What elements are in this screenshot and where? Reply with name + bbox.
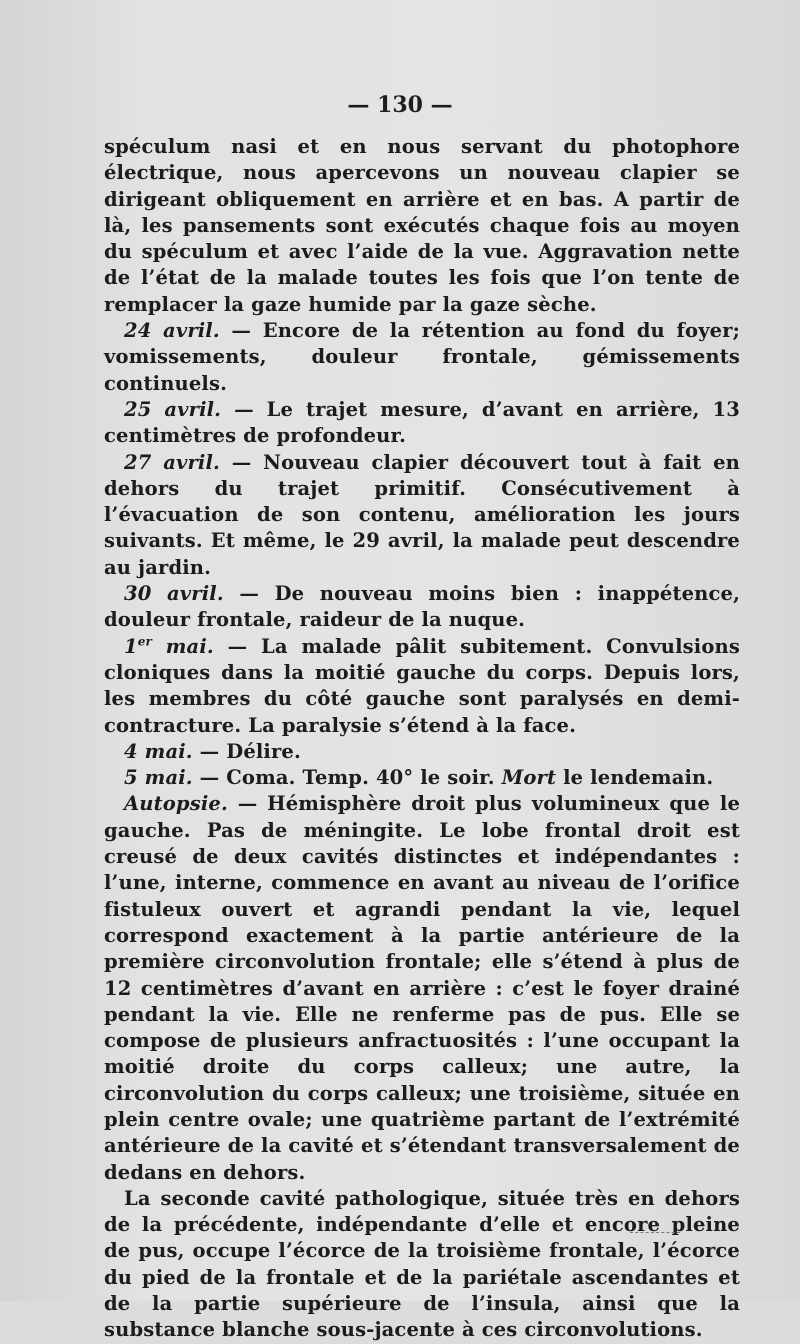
entry-date-month: mai. [151,634,214,658]
entry-text: — De nouveau moins bien : inappétence, douleur frontale, raideur de la nuque. [104,582,741,632]
entry-text: — Coma. Temp. 40° le soir. [192,766,502,790]
body-text [104,134,740,1344]
entry-date: 5 mai. [124,766,193,790]
autopsy-label: Autopsie. [124,792,228,816]
entry-date: 30 avril. [124,582,224,606]
autopsy-paragraph [104,791,740,1185]
entry-text: — Encore de la rétention au fond du foyer; vomissements, douleur frontale, gémissements continuels. [104,319,740,395]
entry-date: 4 mai. [124,739,193,763]
entry-date [124,635,214,658]
entry-24-avril [104,318,740,397]
page-bottom-mark [630,1232,680,1234]
intro-paragraph: spéculum nasi et en nous servant du photophore électrique, nous apercevons un nouveau clapier se dirigeant obliquement en arrière et en bas. A partir de là, les pansements sont exécutés chaque fois au moyen du spéculum et avec l’aide de la vue. Aggravation nette de l’état de la malade toutes les fois que l’on tente de remplacer la gaze humide par la gaze sèche. [104,135,740,316]
entry-27-avril [104,450,740,581]
entry-emphasis: Mort [501,766,557,790]
entry-text: — Délire. [192,739,301,763]
entry-4-mai [104,739,740,765]
entry-text: — La malade pâlit subitement. Convulsions cloniques dans la moitié gauche du corps. Depuis lors, les membres du côté gauche sont paralysés en demi-contracture. La paralysie s’étend à la face. [104,634,740,737]
entry-text-end: le lendemain. [556,766,714,790]
autopsy-text: — Hémisphère droit plus volumineux que le gauche. Pas de méningite. Le lobe frontal droit est creusé de deux cavités distinctes et indépendantes : l’une, interne, commence en avant au niveau de l’orifice fistuleux ouvert et agrandi pendant la vie, lequel correspond exactement à la partie antérieure de la première circonvolution frontale; elle s’étend à plus de 12 centimètres d’avant en arrière : c’est le foyer drainé pendant la vie. Elle ne renferme pas de pus. Elle se compose de plusieurs anfractuosités : l’une occupant la moitié droite du corps calleux; une autre, la circonvolution du corps calleux; une troisième, située en plein centre ovale; une quatrième partant de l’extrémité antérieure de la cavité et s’étendant transversalement de dedans en dehors. [104,792,740,1184]
entry-25-avril [104,397,740,450]
entry-date-superscript: er [137,634,152,649]
entry-30-avril [104,581,740,634]
conclusion-paragraph: La seconde cavité pathologique, située très en dehors de la précédente, indépendante d’elle et encore pleine de pus, occupe l’écorce de la troisième frontale, l’écorce du pied de la frontale et de la pariétale ascendantes et de la partie supérieure de l’insula, ainsi que la substance blanche sous-jacente à ces circonvolutions. [104,1186,740,1342]
entry-date: 24 avril. [124,319,220,343]
entry-date-number: 1 [124,634,138,658]
entry-date: 27 avril. [124,450,220,474]
entry-5-mai [104,765,740,791]
entry-date: 25 avril. [124,397,222,421]
page-number: — 130 — [347,92,453,118]
entry-text: — Le trajet mesure, d’avant en arrière, 13 centimètres de profondeur. [104,397,740,448]
entry-1er-mai [104,634,740,739]
entry-text: — Nouveau clapier découvert tout à fait en dehors du trajet primitif. Consécutivement à l’évacuation de son contenu, amélioration les jours suivants. Et même, le 29 avril, la malade peut descendre au jardin. [104,450,740,579]
